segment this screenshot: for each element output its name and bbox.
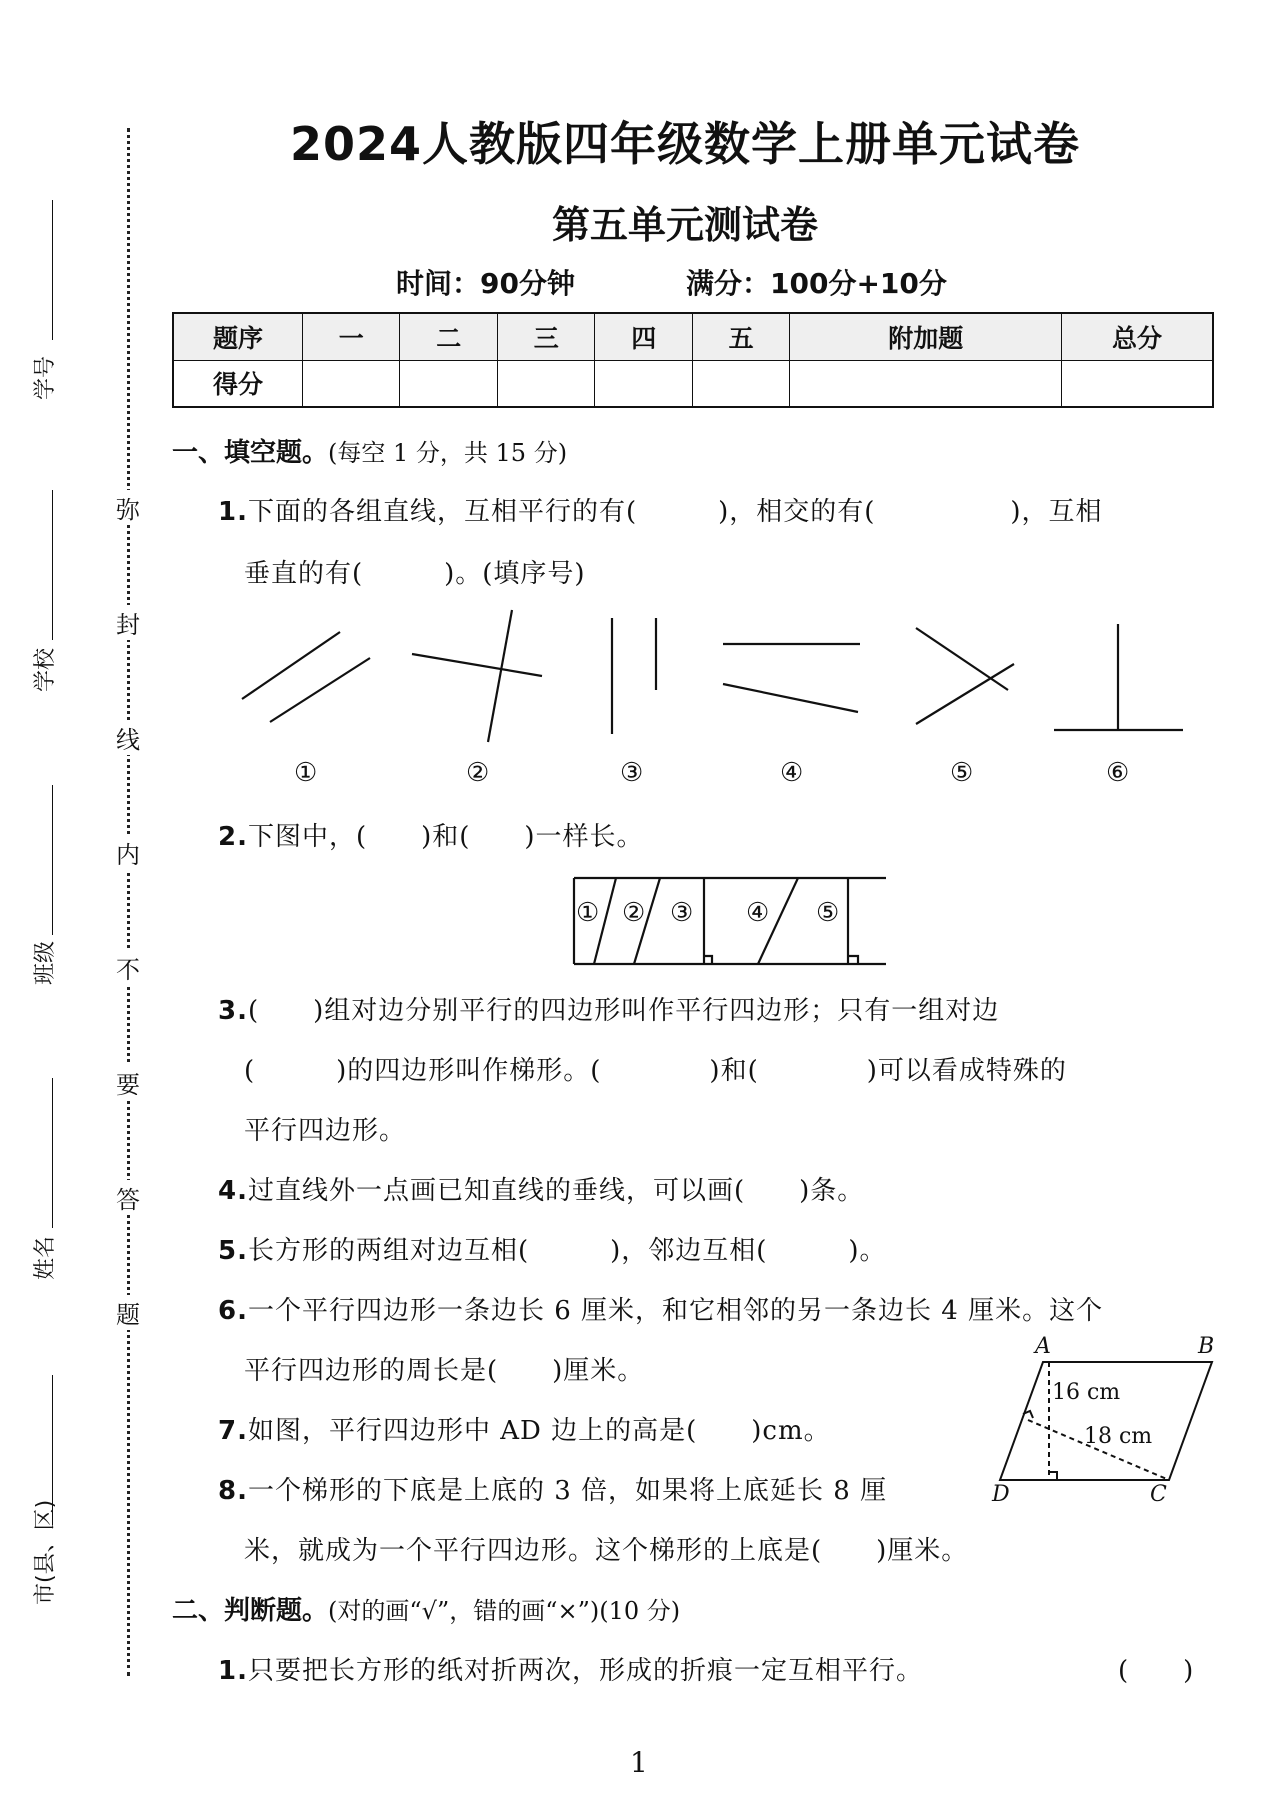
question-5	[218, 1230, 887, 1267]
section-1-title: 一、填空题。	[172, 438, 329, 468]
field-label-student-id: 学号	[33, 355, 58, 400]
page-subtitle: 第五单元测试卷	[551, 203, 818, 247]
question-7	[218, 1410, 831, 1447]
seal-char: 线	[116, 720, 140, 755]
question-number: 4.	[218, 1176, 248, 1206]
question-6-line-1	[218, 1290, 1103, 1327]
question-number: 8.	[218, 1476, 248, 1506]
line-groups-figure	[0, 600, 1280, 780]
figure-label: ④	[780, 758, 804, 788]
question-number: 1.	[218, 497, 248, 527]
question-3-line-1	[218, 990, 999, 1027]
segment-label: ②	[622, 898, 646, 928]
seal-char: 封	[116, 605, 140, 640]
seal-char: 内	[116, 835, 140, 870]
segment-label: ④	[746, 898, 770, 928]
score-table-header: 总分	[1062, 313, 1214, 360]
score-cell[interactable]	[400, 360, 497, 407]
score-cell[interactable]	[1062, 360, 1214, 407]
question-3-line-3: 平行四边形。	[244, 1116, 407, 1146]
question-number: 1.	[218, 1656, 248, 1686]
question-text: 过直线外一点画已知直线的垂线，可以画( )条。	[247, 1176, 865, 1206]
exam-full-score: 满分：100分+10分	[686, 267, 947, 300]
field-line-name	[52, 1078, 53, 1228]
figure-label: ②	[466, 758, 490, 788]
score-cell[interactable]	[692, 360, 789, 407]
section-1-heading	[172, 432, 567, 469]
score-table-header: 一	[303, 313, 400, 360]
section-2-note: (对的画“√”，错的画“×”)(10 分)	[328, 1597, 681, 1625]
segment-label: ①	[576, 898, 600, 928]
section-2-heading	[172, 1590, 680, 1627]
question-number: 2.	[218, 822, 248, 852]
figure-label: ⑥	[1106, 758, 1130, 788]
question-2	[218, 816, 644, 853]
answer-blank[interactable]: ( )	[1118, 1656, 1195, 1686]
line-group-4	[723, 684, 858, 712]
score-table-header: 三	[497, 313, 594, 360]
question-8-line-2: 米，就成为一个平行四边形。这个梯形的上底是( )厘米。	[244, 1536, 969, 1566]
question-8-line-1	[218, 1470, 887, 1507]
question-text: ( )组对边分别平行的四边形叫作平行四边形；只有一组对边	[247, 996, 1000, 1026]
score-table-row-label: 得分	[173, 360, 303, 407]
score-table	[172, 312, 1214, 408]
score-table-header: 题序	[173, 313, 303, 360]
figure-label: ①	[294, 758, 318, 788]
score-table-header: 二	[400, 313, 497, 360]
segment-label: ③	[670, 898, 694, 928]
section-2-title: 二、判断题。	[172, 1596, 329, 1626]
page-title: 2024人教版四年级数学上册单元试卷	[289, 117, 1081, 171]
segment-label: ⑤	[816, 898, 840, 928]
score-table-header: 附加题	[790, 313, 1062, 360]
page-number: 1	[630, 1746, 648, 1779]
question-number: 6.	[218, 1296, 248, 1326]
section-1-note: (每空 1 分，共 15 分)	[328, 439, 568, 467]
seal-char: 答	[116, 1180, 140, 1215]
figure-label: ⑤	[950, 758, 974, 788]
score-cell[interactable]	[303, 360, 400, 407]
question-text: 一个梯形的下底是上底的 3 倍，如果将上底延长 8 厘	[247, 1476, 888, 1506]
seal-char: 不	[116, 950, 140, 985]
parallelogram-figure	[990, 1330, 1230, 1510]
field-label-district: 市(县、区)	[33, 1499, 58, 1605]
question-number: 3.	[218, 996, 248, 1026]
line-group-5	[916, 664, 1014, 724]
question-number: 5.	[218, 1236, 248, 1266]
seal-char: 弥	[116, 490, 140, 525]
vertex-label-A: A	[1035, 1334, 1051, 1359]
judge-question-1	[218, 1650, 923, 1687]
question-1-line-2: 垂直的有( )。(填序号)	[244, 559, 586, 589]
line-group-5	[916, 628, 1008, 690]
height-label-18: 18 cm	[1084, 1424, 1153, 1449]
seal-char: 题	[116, 1295, 140, 1330]
vertex-label-C: C	[1150, 1482, 1167, 1507]
question-text: 只要把长方形的纸对折两次，形成的折痕一定互相平行。	[247, 1656, 923, 1686]
vertex-label-D: D	[992, 1482, 1010, 1507]
height-label-16: 16 cm	[1052, 1380, 1121, 1405]
question-number: 7.	[218, 1416, 248, 1446]
field-label-class: 班级	[33, 940, 58, 985]
field-label-name: 姓名	[33, 1235, 58, 1280]
question-text: 下面的各组直线，互相平行的有( )，相交的有( )，互相	[247, 497, 1103, 527]
score-table-score-row	[173, 360, 1213, 407]
score-cell[interactable]	[497, 360, 594, 407]
question-text: 如图，平行四边形中 AD 边上的高是( )cm。	[247, 1416, 831, 1446]
figure-label: ③	[620, 758, 644, 788]
question-4	[218, 1170, 864, 1207]
line-group-1	[242, 632, 340, 699]
question-text: 下图中，( )和( )一样长。	[247, 822, 644, 852]
score-table-header: 四	[595, 313, 692, 360]
line-group-2	[412, 654, 542, 676]
vertex-label-B: B	[1198, 1334, 1215, 1359]
question-3-line-2: ( )的四边形叫作梯形。( )和( )可以看成特殊的	[244, 1056, 1067, 1086]
exam-time: 时间：90分钟	[396, 267, 575, 300]
score-cell[interactable]	[790, 360, 1062, 407]
question-6-line-2: 平行四边形的周长是( )厘米。	[244, 1356, 645, 1386]
line-group-1	[270, 658, 370, 722]
seal-char: 要	[116, 1065, 140, 1100]
score-table-header: 五	[692, 313, 789, 360]
question-1-line-1	[218, 491, 1103, 528]
question-text: 长方形的两组对边互相( )，邻边互相( )。	[247, 1236, 887, 1266]
field-label-school: 学校	[33, 647, 58, 692]
score-table-header-row	[173, 313, 1213, 360]
line-group-2	[488, 610, 512, 742]
score-cell[interactable]	[595, 360, 692, 407]
question-text: 一个平行四边形一条边长 6 厘米，和它相邻的另一条边长 4 厘米。这个	[247, 1296, 1104, 1326]
